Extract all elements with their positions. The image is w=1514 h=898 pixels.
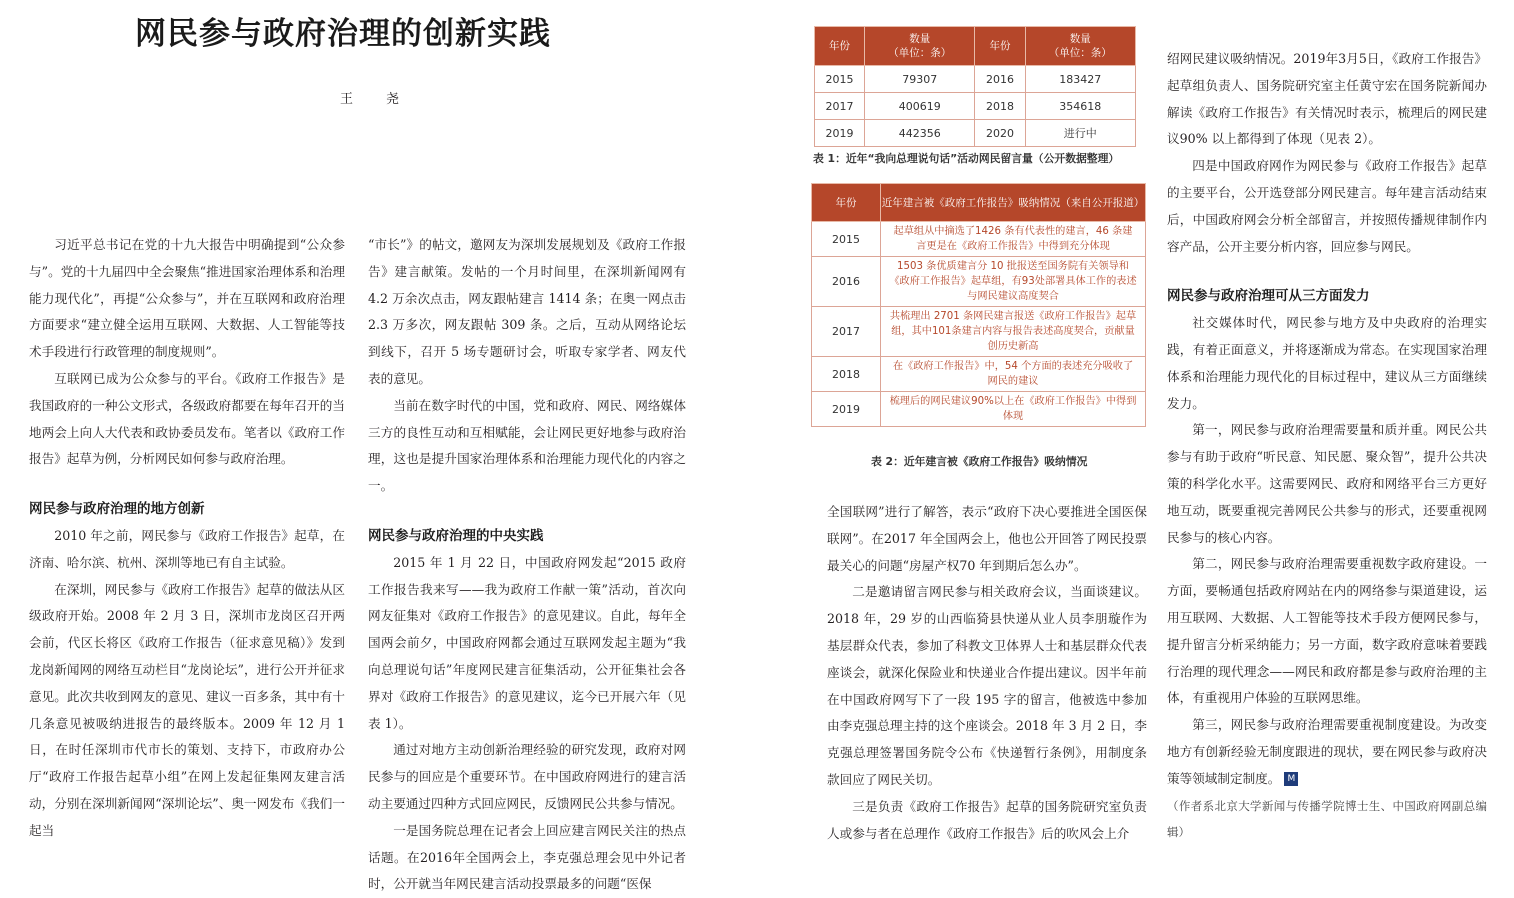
table-1-caption: 表 1：近年“我向总理说句话”活动网民留言量（公开数据整理） [813,152,1120,165]
column-1 [29,232,345,845]
table-cell: 2020 [975,120,1025,147]
column-3 [827,499,1147,847]
table-1-header: 年份 [815,27,865,66]
section-heading: 网民参与政府治理的地方创新 [29,501,205,518]
table-cell: 2018 [975,93,1025,120]
table-2 [811,183,1146,427]
table-cell-year: 2015 [812,222,881,257]
table-cell-year: 2018 [812,357,881,392]
table-cell: 2016 [975,66,1025,93]
table-cell: 2017 [815,93,865,120]
table-row [812,307,1146,357]
paragraph: 第二，网民参与政府治理需要重视数字政府建设。一方面，要畅通包括政府网站在内的网络参与渠道建设，运用互联网、大数据、人工智能等技术手段方便网民参与，提升留言分析采纳能力；另一方面，数字政府意味着要践行治理的现代理念——网民和政府都是参与政府治理的主体，有重视用户体验的互联网思维。 [1167,556,1487,706]
table-row [812,357,1146,392]
table-row [812,392,1146,427]
paragraph: 当前在数字时代的中国，党和政府、网民、网络媒体三方的良性互动和互相赋能，会让网民更好地参与政府治理，这也是提升国家治理体系和治理能力现代化的内容之一。 [368,397,686,494]
page-title: 网民参与政府治理的创新实践 [135,16,551,52]
table-row [812,222,1146,257]
table-row [815,66,1136,93]
paragraph: “市长”》的帖文，邀网友为深圳发展规划及《政府工作报告》建言献策。发帖的一个月时间里，在深圳新闻网有 4.2 万余次点击，网友跟帖建言 1414 条；在奥一网点击 2.3 万多次，网友跟帖 309 条。之后，互动从网络论坛到线下，召开 5 场专题研讨会，听取专家学者、网友代表的意见。 [368,237,686,386]
table-cell: 进行中 [1025,120,1135,147]
paragraph: 三是负责《政府工作报告》起草的国务院研究室负责人或参与者在总理作《政府工作报告》后的吹风会上介 [827,798,1147,841]
paragraph: 绍网民建议吸纳情况。2019年3月5日，《政府工作报告》起草组负责人、国务院研究室主任黄守宏在国务院新闻办解读《政府工作报告》有关情况时表示，梳理后的网民建议90% 以上都得到了体现（见表 2）。 [1167,51,1487,147]
paragraph: 一是国务院总理在记者会上回应建言网民关注的热点话题。在2016年全国两会上，李克强总理会见中外记者时，公开就当年网民建言活动投票最多的问题“医保 [368,822,686,892]
table-cell: 442356 [865,120,975,147]
table-1-header: 数量 （单位：条） [865,27,975,66]
table-cell: 354618 [1025,93,1135,120]
table-2-header: 近年建言被《政府工作报告》吸纳情况（来自公开报道） [881,184,1146,222]
paragraph: 通过对地方主动创新治理经验的研究发现，政府对网民参与的回应是个重要环节。在中国政府网进行的建言活动主要通过四种方式回应网民，反馈网民公共参与情况。 [368,742,686,811]
table-cell: 2019 [815,120,865,147]
table-row [812,257,1146,307]
paragraph: 互联网已成为公众参与的平台。《政府工作报告》是我国政府的一种公文形式，各级政府都要在每年召开的当地两会上向人大代表和政协委员发布。笔者以《政府工作报告》起草为例，分析网民如何参与政府治理。 [29,370,345,467]
paragraph: 在深圳，网民参与《政府工作报告》起草的做法从区级政府开始。2008 年 2 月 3 日，深圳市龙岗区召开两会前，代区长将区《政府工作报告（征求意见稿）》发到龙岗新闻网的网络互动栏目“龙岗论坛”，进行公开并征求意见。此次共收到网友的意见、建议一百多条，其中有十几条意见被吸纳进报告的最终版本。2009 年 12 月 1 日，在时任深圳市代市长的策划、支持下，市政府办公厅“政府工作报告起草小组”在网上发起征集网友建言活动，分别在深圳新闻网“深圳论坛”、奥一网发布《我们一起当 [29,581,345,838]
table-cell: 2015 [815,66,865,93]
column-2 [368,232,686,898]
paragraph: 习近平总书记在党的十九大报告中明确提到“公众参与”。党的十九届四中全会聚焦“推进国家治理体系和治理能力现代化”，再提“公众参与”，并在互联网和政府治理方面要求“建立健全运用互联网、大数据、人工智能等技术手段进行行政管理的制度规则”。 [29,237,345,360]
table-row [815,93,1136,120]
table-2-caption: 表 2：近年建言被《政府工作报告》吸纳情况 [871,455,1088,468]
section-heading: 网民参与政府治理可从三方面发力 [1167,288,1370,305]
paragraph: 第三，网民参与政府治理需要重视制度建设。为改变地方有创新经验无制度跟进的现状，要在网民参与政府决策等领域制定制度。 M [1167,717,1487,786]
paragraph: 第一，网民参与政府治理需要量和质并重。网民公共参与有助于政府“听民意、知民愿、聚众智”，提升公共决策的科学化水平。这需要网民、政府和网络平台三方更好地互动，既要重视完善网民公共参与的形式，还要重视网民参与的核心内容。 [1167,422,1487,545]
table-1-header: 年份 [975,27,1025,66]
table-1 [814,26,1136,147]
table-row [815,120,1136,147]
table-cell-description: 1503 条优质建言分 10 批报送至国务院有关领导和《政府工作报告》起草组，有93处部署具体工作的表述与网民建议高度契合 [881,257,1146,307]
author-note: （作者系北京大学新闻与传播学院博士生、中国政府网副总编辑） [1167,798,1487,839]
paragraph: 四是中国政府网作为网民参与《政府工作报告》起草的主要平台，公开选登部分网民建言。每年建言活动结束后，中国政府网会分析全部留言，并按照传播规律制作内容产品，公开主要分析内容，回应参与网民。 [1167,158,1487,254]
table-cell-description: 起草组从中摘选了1426 条有代表性的建言，46 条建言更是在《政府工作报告》中得到充分体现 [881,222,1146,257]
table-cell: 183427 [1025,66,1135,93]
section-gap [1167,260,1487,283]
end-mark-icon: M [1284,772,1298,786]
table-cell: 79307 [865,66,975,93]
paragraph: 社交媒体时代，网民参与地方及中央政府的治理实践，有着正面意义，并将逐渐成为常态。在实现国家治理体系和治理能力现代化的目标过程中，建议从三方面继续发力。 [1167,315,1487,411]
paragraph: 2015 年 1 月 22 日，中国政府网发起“2015 政府工作报告我来写——我为政府工作献一策”活动，首次向网友征集对《政府工作报告》的意见建议。自此，每年全国两会前夕，中国政府网都会通过互联网发起主题为“我向总理说句话”年度网民建言征集活动，公开征集社会各界对《政府工作报告》的意见建议，迄今已开展六年（见表 1）。 [368,554,686,731]
table-1-header: 数量 （单位：条） [1025,27,1135,66]
table-cell-year: 2019 [812,392,881,427]
paragraph: 2010 年之前，网民参与《政府工作报告》起草，在济南、哈尔滨、杭州、深圳等地已有自主试验。 [29,527,345,570]
section-gap [368,500,686,523]
table-cell-description: 梳理后的网民建议90%以上在《政府工作报告》中得到体现 [881,392,1146,427]
table-cell: 400619 [865,93,975,120]
section-heading: 网民参与政府治理的中央实践 [368,527,544,544]
paragraph: 全国联网”进行了解答，表示“政府下决心要推进全国医保联网”。在2017 年全国两会上，他也公开回答了网民投票最关心的问题“房屋产权70 年到期后怎么办”。 [827,504,1147,573]
section-gap [29,473,345,496]
paragraph: 二是邀请留言网民参与相关政府会议，当面谈建议。2018 年，29 岁的山西临猗县快递从业人员李朋璇作为基层群众代表，参加了科教文卫体界人士和基层群众代表座谈会，就深化保险业和快递业合作提出建议。因半年前在中国政府网写下了一段 195 字的留言，他被选中参加由李克强总理主持的这个座谈会。2018 年 3 月 2 日，李克强总理签署国务院令公布《快递暂行条例》，用制度条款回应了网民关切。 [827,584,1147,787]
table-2-header: 年份 [812,184,881,222]
table-cell-year: 2017 [812,307,881,357]
author: 王 尧 [340,92,410,107]
table-cell-year: 2016 [812,257,881,307]
column-4 [1167,46,1487,845]
table-cell-description: 共梳理出 2701 条网民建言报送《政府工作报告》起草组，其中101条建言内容与报告表述高度契合，贡献量创历史新高 [881,307,1146,357]
table-cell-description: 在《政府工作报告》中，54 个方面的表述充分吸收了网民的建议 [881,357,1146,392]
